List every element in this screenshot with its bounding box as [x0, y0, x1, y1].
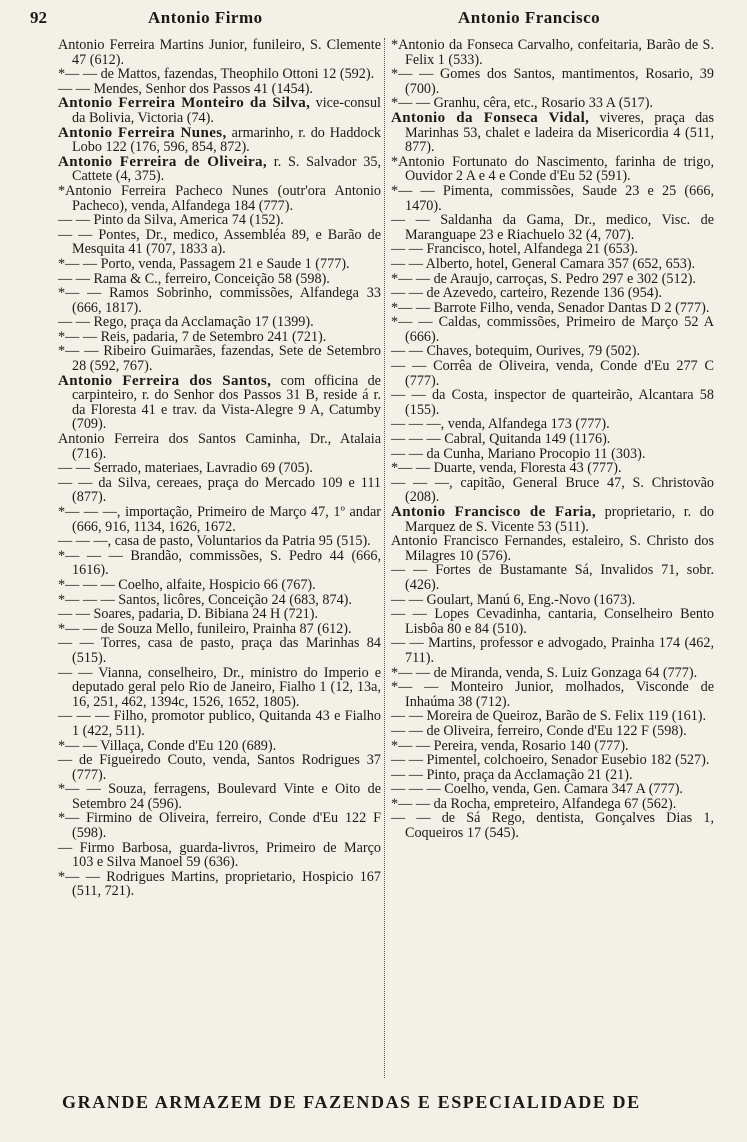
directory-entry [58, 38, 381, 67]
directory-entry [391, 505, 714, 534]
entry-text: — Firmo Barbosa, guarda-livros, Primeiro de Março 103 e Silva Manoel 59 (636). [58, 839, 381, 871]
entry-text: *Antonio da Fonseca Carvalho, confeitaria, Barão de S. Felix 1 (533). [391, 37, 714, 68]
entry-text: *— — de Mattos, fazendas, Theophilo Ottoni 12 (592). [58, 66, 375, 83]
directory-entry [391, 184, 714, 213]
footer-advertisement: GRANDE ARMAZEM DE FAZENDAS E ESPECIALIDADE DE [62, 1092, 641, 1112]
entry-text: viveres, praça das Marinhas 53, chalet e ladeira da Misericordia 4 (511, 877). [405, 109, 714, 156]
directory-entry [391, 709, 714, 724]
directory-entry [58, 315, 381, 330]
entry-text: — de Figueiredo Couto, venda, Santos Rodrigues 37 (777). [58, 752, 381, 783]
entry-text: *Antonio Ferreira Pacheco Nunes (outr'ora Antonio Pacheco), venda, Alfandega 184 (777). [58, 182, 381, 214]
directory-entry [58, 739, 381, 754]
entry-text: — — Moreira de Queiroz, Barão de S. Felix 119 (161). [391, 708, 707, 725]
directory-entry [391, 739, 714, 754]
directory-entry [58, 67, 381, 82]
entry-text: — — Pinto da Silva, America 74 (152). [58, 212, 284, 229]
directory-entry [391, 242, 714, 257]
directory-entry [58, 432, 381, 461]
directory-entry [391, 388, 714, 417]
right-running-head: Antonio Francisco [458, 8, 601, 27]
directory-entry [391, 272, 714, 287]
entry-text: — — Pimentel, colchoeiro, Senador Eusebio 182 (527). [391, 752, 710, 769]
entry-text: *— — —, importação, Primeiro de Março 47, 1º andar (666, 916, 1134, 1626, 1672. [58, 504, 381, 535]
directory-entry [58, 709, 381, 738]
entry-text: *— — Ramos Sobrinho, commissões, Alfandega 33 (666, 1817). [58, 285, 381, 316]
entry-text: — — Pontes, Dr., medico, Assembléa 89, e Barão de Mesquita 41 (707, 1833 a). [58, 226, 381, 258]
entry-text: — — Lopes Cevadinha, cantaria, Conselheiro Bento Lisbôa 80 e 84 (510). [391, 606, 714, 637]
entry-text: — — —, capitão, General Bruce 47, S. Christovão (208). [391, 474, 714, 506]
directory-entry [391, 301, 714, 316]
directory-entry [58, 286, 381, 315]
entry-text: — — Martins, professor e advogado, Prainha 174 (462, 711). [391, 635, 714, 666]
entry-text: — — de Sá Rego, dentista, Gonçalves Dias 1, Coqueiros 17 (545). [391, 810, 714, 842]
entry-text: — — Mendes, Senhor dos Passos 41 (1454). [58, 80, 313, 97]
entry-text: *— — Gomes dos Santos, mantimentos, Rosario, 39 (700). [391, 66, 714, 97]
entry-text: — — Saldanha da Gama, Dr., medico, Visc. de Maranguape 23 e Riachuelo 32 (4, 707). [391, 212, 714, 243]
entry-text: Antonio Francisco Fernandes, estaleiro, S. Christo dos Milagres 10 (576). [391, 533, 714, 564]
directory-entry [58, 782, 381, 811]
directory-entry [58, 272, 381, 287]
entry-text: *— — Reis, padaria, 7 de Setembro 241 (721). [58, 328, 327, 345]
page-header [30, 8, 727, 32]
directory-entry [58, 257, 381, 272]
entry-text: Antonio Ferreira dos Santos Caminha, Dr., Atalaia (716). [58, 431, 381, 462]
entry-text: — — Francisco, hotel, Alfandega 21 (653). [391, 241, 639, 258]
entry-text: *— — de Miranda, venda, S. Luiz Gonzaga 64 (777). [391, 664, 698, 681]
directory-entry [391, 111, 714, 155]
directory-entry [391, 680, 714, 709]
directory-entry [391, 797, 714, 812]
entry-text: *— — Souza, ferragens, Boulevard Vinte e Oito de Setembro 24 (596). [58, 781, 381, 812]
entry-text: *— — de Souza Mello, funileiro, Prainha 87 (612). [58, 620, 352, 637]
directory-entry [391, 636, 714, 665]
directory-entry [58, 374, 381, 432]
entry-text: — — Rego, praça da Acclamação 17 (1399). [58, 314, 314, 331]
entry-text: *— — Caldas, commissões, Primeiro de Março 52 A (666). [391, 314, 714, 345]
directory-entry [58, 505, 381, 534]
directory-entry [391, 359, 714, 388]
directory-entry [391, 315, 714, 344]
entry-text: *— — de Araujo, carroças, S. Pedro 297 e 302 (512). [391, 270, 696, 287]
directory-entry [58, 155, 381, 184]
entry-text: *— — — Santos, licôres, Conceição 24 (683, 874). [58, 591, 352, 608]
directory-entry [391, 447, 714, 462]
directory-entry [391, 753, 714, 768]
entry-text: com officina de carpinteiro, r. do Senhor dos Passos 31 B, reside á r. da Floresta 41 e trav. da Vista-Alegre 9 A, Catumby (709). [72, 372, 381, 433]
entry-text: — — —, venda, Alfandega 173 (777). [391, 416, 610, 433]
left-column [58, 38, 381, 899]
directory-entry [391, 432, 714, 447]
directory-entry [391, 534, 714, 563]
entry-text: Antonio Ferreira Martins Junior, funileiro, S. Clemente 47 (612). [58, 37, 381, 68]
entry-text: — — Rama & C., ferreiro, Conceição 58 (598). [58, 270, 330, 287]
entry-heading: Antonio Ferreira Monteiro da Silva, [58, 95, 311, 112]
entry-text: *— — — Coelho, alfaite, Hospicio 66 (767). [58, 576, 316, 593]
entry-text: *— — — Brandão, commissões, S. Pedro 44 (666, 1616). [58, 547, 381, 579]
directory-entry [391, 563, 714, 592]
entry-text: — — de Oliveira, ferreiro, Conde d'Eu 122 F (598). [391, 722, 687, 739]
directory-entry [391, 782, 714, 797]
column-divider [384, 38, 385, 1078]
entry-text: — — Serrado, materiaes, Lavradio 69 (705). [58, 460, 313, 477]
directory-entry [58, 622, 381, 637]
entry-text: *— — Pimenta, commissões, Saude 23 e 25 (666, 1470). [391, 182, 714, 214]
entry-text: — — Soares, padaria, D. Bibiana 24 H (721). [58, 606, 319, 623]
entry-text: — — — Cabral, Quitanda 149 (1176). [391, 431, 611, 448]
entry-text: *— — Villaça, Conde d'Eu 120 (689). [58, 737, 277, 754]
entry-heading: Antonio da Fonseca Vidal, [391, 109, 590, 126]
directory-entry [391, 417, 714, 432]
entry-text: *— — Duarte, venda, Floresta 43 (777). [391, 460, 622, 477]
entry-text: — — Goulart, Manú 6, Eng.-Novo (1673). [391, 591, 636, 608]
entry-text: armarinho, r. do Haddock Lobo 122 (176, 596, 854, 872). [72, 124, 381, 156]
entry-text: *— — Monteiro Junior, molhados, Visconde de Inhaúma 38 (712). [391, 679, 714, 710]
directory-entry [58, 344, 381, 373]
entry-text: — — — Coelho, venda, Gen. Camara 347 A (777). [391, 781, 683, 798]
entry-text: — — — Filho, promotor publico, Quitanda 43 e Fialho 1 (422, 511). [58, 708, 381, 739]
page-number: 92 [30, 8, 47, 27]
entry-heading: Antonio Ferreira dos Santos, [58, 372, 272, 389]
entry-text: — — Fortes de Bustamante Sá, Invalidos 71, sobr. (426). [391, 562, 714, 593]
directory-entry [58, 841, 381, 870]
directory-entry [391, 461, 714, 476]
left-running-head: Antonio Firmo [148, 8, 263, 27]
directory-entry [58, 96, 381, 125]
entry-text: *— — Granhu, cêra, etc., Rosario 33 A (517). [391, 95, 654, 112]
entry-heading: Antonio Ferreira Nunes, [58, 124, 227, 141]
entry-text: — — da Costa, inspector de quarteirão, Alcantara 58 (155). [391, 387, 714, 418]
directory-entry [58, 461, 381, 476]
directory-entry [391, 607, 714, 636]
directory-entry [58, 126, 381, 155]
entry-text: *Antonio Fortunato do Nascimento, farinha de trigo, Ouvidor 2 A e 4 e Conde d'Eu 52 (591). [391, 153, 714, 185]
directory-entry [391, 811, 714, 840]
directory-entry [58, 636, 381, 665]
directory-entry [58, 578, 381, 593]
directory-entry [58, 228, 381, 257]
directory-entry [391, 593, 714, 608]
directory-entry [391, 67, 714, 96]
directory-entry [391, 724, 714, 739]
entry-text: — — da Cunha, Mariano Procopio 11 (303). [391, 445, 646, 462]
entry-text: — — de Azevedo, carteiro, Rezende 136 (954). [391, 285, 663, 302]
entry-heading: Antonio Ferreira de Oliveira, [58, 153, 268, 170]
entry-text: *— Firmino de Oliveira, ferreiro, Conde d'Eu 122 F (598). [58, 810, 381, 842]
entry-text: *— — Ribeiro Guimarães, fazendas, Sete de Setembro 28 (592, 767). [58, 343, 381, 375]
directory-entry [58, 666, 381, 710]
directory-entry [391, 213, 714, 242]
directory-entry [58, 82, 381, 97]
directory-entry [58, 593, 381, 608]
directory-entry [391, 286, 714, 301]
entry-text: — — —, casa de pasto, Voluntarios da Patria 95 (515). [58, 533, 371, 550]
entry-text: — — Corrêa de Oliveira, venda, Conde d'Eu 277 C (777). [391, 358, 714, 389]
entry-text: — — Torres, casa de pasto, praça das Marinhas 84 (515). [58, 635, 381, 666]
directory-entry [58, 476, 381, 505]
entry-text: — — Pinto, praça da Acclamação 21 (21). [391, 766, 633, 783]
entry-text: proprietario, r. do Marquez de S. Vicente 53 (511). [405, 504, 714, 535]
entry-text: r. S. Salvador 35, Cattete (4, 375). [72, 153, 381, 185]
directory-entry [391, 155, 714, 184]
directory-entry [58, 184, 381, 213]
directory-entry [391, 344, 714, 359]
entry-text: — — da Silva, cereaes, praça do Mercado 109 e 111 (877). [58, 474, 381, 506]
right-column [391, 38, 714, 841]
directory-entry [391, 666, 714, 681]
directory-entry [391, 768, 714, 783]
entry-text: — — Alberto, hotel, General Camara 357 (652, 653). [391, 255, 696, 272]
entry-text: — — Vianna, conselheiro, Dr., ministro do Imperio e deputado geral pelo Rio de Janeiro, Fialho 1 (12, 13a, 16, 251, 462, 1394c, 1526, 1652, 1805). [58, 664, 381, 710]
directory-entry [391, 96, 714, 111]
entry-text: *— — Pereira, venda, Rosario 140 (777). [391, 737, 629, 754]
directory-entry [391, 257, 714, 272]
directory-entry [58, 330, 381, 345]
entry-text: *— — da Rocha, empreteiro, Alfandega 67 (562). [391, 795, 677, 812]
entry-text: *— — Barrote Filho, venda, Senador Dantas D 2 (777). [391, 299, 710, 316]
directory-entry [58, 870, 381, 899]
directory-entry [391, 476, 714, 505]
entry-text: — — Chaves, botequim, Ourives, 79 (502). [391, 343, 641, 360]
directory-entry [391, 38, 714, 67]
directory-entry [58, 213, 381, 228]
entry-text: *— — Porto, venda, Passagem 21 e Saude 1 (777). [58, 255, 350, 272]
directory-entry [58, 607, 381, 622]
entry-text: vice-consul da Bolivia, Victoria (74). [72, 95, 381, 126]
directory-entry [58, 549, 381, 578]
directory-entry [58, 753, 381, 782]
entry-heading: Antonio Francisco de Faria, [391, 504, 597, 520]
entry-text: *— — Rodrigues Martins, proprietario, Hospicio 167 (511, 721). [58, 868, 381, 900]
directory-entry [58, 534, 381, 549]
directory-entry [58, 811, 381, 840]
